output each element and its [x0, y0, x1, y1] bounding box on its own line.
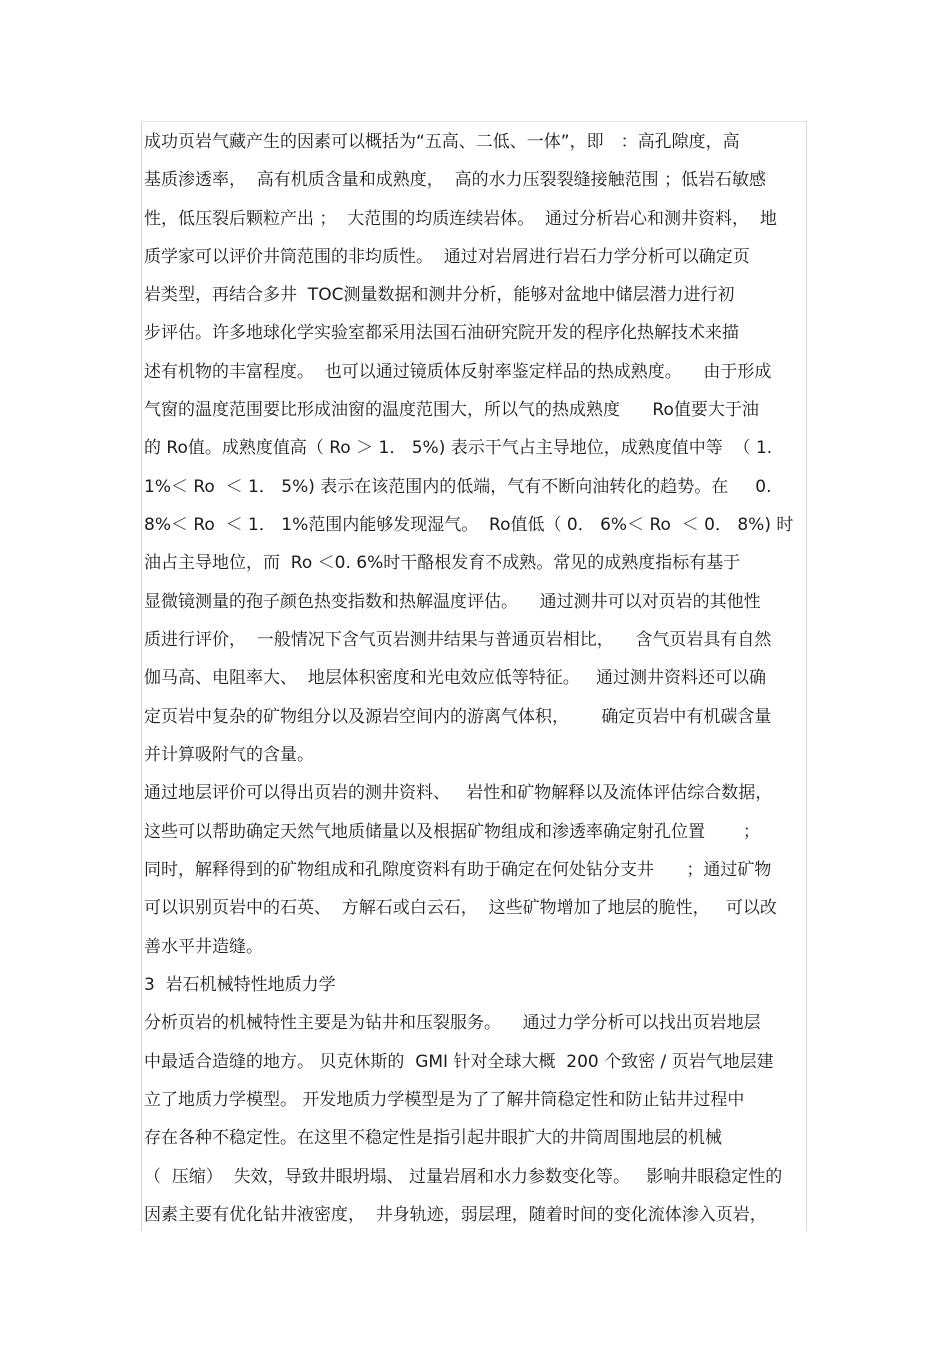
text-line: 立了地质力学模型。 开发地质力学模型是为了了解井筒稳定性和防止钻井过程中 — [144, 1090, 745, 1110]
text-line: 定页岩中复杂的矿物组分以及源岩空间内的游离气体积， 确定页岩中有机碳含量 — [144, 707, 772, 727]
text-line: 显微镜测量的孢子颜色热变指数和热解温度评估。 通过测井可以对页岩的其他性 — [144, 592, 761, 612]
text-line: 伽马高、电阻率大、 地层体积密度和光电效应低等特征。 通过测井资料还可以确 — [144, 668, 767, 688]
text-line: 善水平井造缝。 — [144, 937, 263, 957]
text-line: 基质渗透率， 高有机质含量和成熟度， 高的水力压裂裂缝接触范围 ；低岩石敏感 — [144, 170, 767, 190]
text-line: 1%＜ Ro ＜ 1． 5%) 表示在该范围内的低端，气有不断向油转化的趋势。在 0. — [144, 477, 772, 497]
text-line: 分析页岩的机械特性主要是为钻井和压裂服务。 通过力学分析可以找出页岩地层 — [144, 1013, 761, 1033]
text-line: 8%＜ Ro ＜ 1． 1%范围内能够发现湿气。 Ro值低（ 0． 6%＜ Ro ＜ 0． 8%) 时 — [144, 515, 794, 535]
text-line: 质学家可以评价井筒范围的非均质性。 通过对岩屑进行岩石力学分析可以确定页 — [144, 247, 750, 267]
text-line: 这些可以帮助确定天然气地质储量以及根据矿物组成和渗透率确定射孔位置 ； — [144, 822, 760, 842]
text-line: 并计算吸附气的含量。 — [144, 745, 314, 765]
text-line: 可以识别页岩中的石英、 方解石或白云石， 这些矿物增加了地层的脆性， 可以改 — [144, 898, 777, 918]
text-line: 存在各种不稳定性。在这里不稳定性是指引起井眼扩大的井筒周围地层的机械 — [144, 1128, 722, 1148]
text-line: 成功页岩气藏产生的因素可以概括为“五高、二低、一体”，即 ：高孔隙度，高 — [144, 132, 740, 152]
text-line: 因素主要有优化钻井液密度， 井身轨迹，弱层理，随着时间的变化流体渗入页岩， — [144, 1205, 767, 1225]
text-line: 油占主导地位，而 Ro ＜0. 6%时干酪根发育不成熟。常见的成熟度指标有基于 — [144, 553, 741, 573]
text-line: 通过地层评价可以得出页岩的测井资料、 岩性和矿物解释以及流体评估综合数据， — [144, 783, 773, 803]
text-line: 中最适合造缝的地方。 贝克休斯的 GMI 针对全球大概 200 个致密 / 页岩气地层建 — [144, 1052, 774, 1072]
text-line: 质进行评价， 一般情况下含气页岩测井结果与普通页岩相比， 含气页岩具有自然 — [144, 630, 772, 650]
text-line: 岩类型，再结合多井 TOC测量数据和测井分析，能够对盆地中储层潜力进行初 — [144, 285, 735, 305]
text-line: 性，低压裂后颗粒产出 ； 大范围的均质连续岩体。 通过分析岩心和测井资料， 地 — [144, 209, 777, 229]
text-line: 的 Ro值。成熟度值高（ Ro ＞ 1． 5%) 表示干气占主导地位，成熟度值中等 （ 1. — [144, 438, 773, 458]
text-line: 步评估。许多地球化学实验室都采用法国石油研究院开发的程序化热解技术来描 — [144, 323, 739, 343]
text-line: 同时，解释得到的矿物组成和孔隙度资料有助于确定在何处钻分支井 ；通过矿物 — [144, 860, 772, 880]
text-line: 气窗的温度范围要比形成油窗的温度范围大，所以气的热成熟度 Ro值要大于油 — [144, 400, 759, 420]
text-line: （ 压缩） 失效，导致井眼坍塌、 过量岩屑和水力参数变化等。 影响井眼稳定性的 — [144, 1167, 783, 1187]
section-heading: 3 岩石机械特性地质力学 — [144, 975, 336, 995]
text-line: 述有机物的丰富程度。 也可以通过镜质体反射率鉴定样品的热成熟度。 由于形成 — [144, 362, 772, 382]
